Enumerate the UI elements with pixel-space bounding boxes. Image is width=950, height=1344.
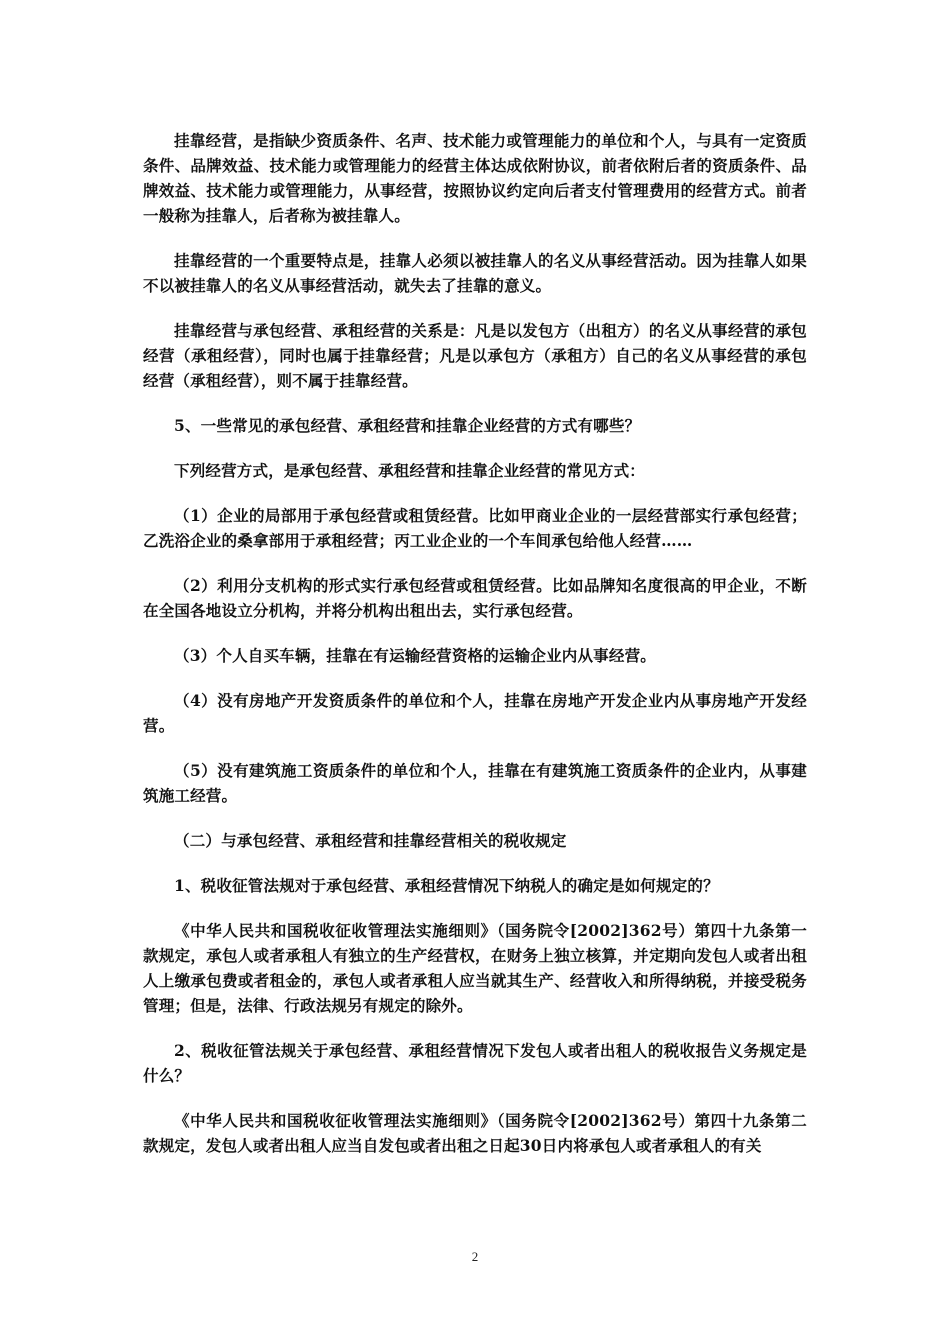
paragraph-affiliation-feature: 挂靠经营的一个重要特点是，挂靠人必须以被挂靠人的名义从事经营活动。因为挂靠人如果不以被挂靠人的名义从事经营活动，就失去了挂靠的意义。 (143, 251, 807, 295)
paragraph-definition-affiliation: 挂靠经营，是指缺少资质条件、名声、技术能力或管理能力的单位和个人，与具有一定资质条件、品牌效益、技术能力或管理能力的经营主体达成依附协议，前者依附后者的资质条件、品牌效益、技术能力或管理能力，从事经营，按照协议约定向后者支付管理费用的经营方式。前者一般称为挂靠人，后者称为被挂靠人。 (143, 131, 807, 225)
list-item-3: （3）个人自买车辆，挂靠在有运输经营资格的运输企业内从事经营。 (174, 646, 656, 665)
list-item-5: （5）没有建筑施工资质条件的单位和个人，挂靠在有建筑施工资质条件的企业内，从事建筑施工经营。 (143, 761, 807, 805)
heading-question-5: 5、一些常见的承包经营、承租经营和挂靠企业经营的方式有哪些？ (174, 416, 641, 435)
list-item-1: （1）企业的局部用于承包经营或租赁经营。比如甲商业企业的一层经营部实行承包经营；乙洗浴企业的桑拿部用于承租经营；丙工业企业的一个车间承包给他人经营…… (143, 506, 807, 550)
section-heading-tax-rules: （二）与承包经营、承租经营和挂靠经营相关的税收规定 (174, 831, 567, 850)
paragraph-common-methods-intro: 下列经营方式，是承包经营、承租经营和挂靠企业经营的常见方式： (174, 461, 646, 480)
paragraph-regulation-article-49-2: 《中华人民共和国税收征收管理法实施细则》（国务院令[2002]362号）第四十九条第二款规定，发包人或者出租人应当自发包或者出租之日起30日内将承包人或者承租人的有关 (143, 1111, 807, 1155)
heading-question-1: 1、税收征管法规对于承包经营、承租经营情况下纳税人的确定是如何规定的？ (174, 876, 719, 895)
list-item-4: （4）没有房地产开发资质条件的单位和个人，挂靠在房地产开发企业内从事房地产开发经营。 (143, 691, 807, 735)
paragraph-affiliation-relation: 挂靠经营与承包经营、承租经营的关系是：凡是以发包方（出租方）的名义从事经营的承包经营（承租经营），同时也属于挂靠经营；凡是以承包方（承租方）自己的名义从事经营的承包经营（承租经营），则不属于挂靠经营。 (143, 321, 807, 390)
document-body (143, 128, 807, 1178)
paragraph-regulation-article-49-1: 《中华人民共和国税收征收管理法实施细则》（国务院令[2002]362号）第四十九条第一款规定，承包人或者承租人有独立的生产经营权，在财务上独立核算，并定期向发包人或者出租人上缴承包费或者租金的，承包人或者承租人应当就其生产、经营收入和所得纳税，并接受税务管理；但是，法律、行政法规另有规定的除外。 (143, 921, 807, 1015)
page-number: 2 (471, 1249, 479, 1264)
heading-question-2: 2、税收征管法规关于承包经营、承租经营情况下发包人或者出租人的税收报告义务规定是什么？ (143, 1041, 807, 1085)
list-item-2: （2）利用分支机构的形式实行承包经营或租赁经营。比如品牌知名度很高的甲企业，不断在全国各地设立分机构，并将分机构出租出去，实行承包经营。 (143, 576, 807, 620)
